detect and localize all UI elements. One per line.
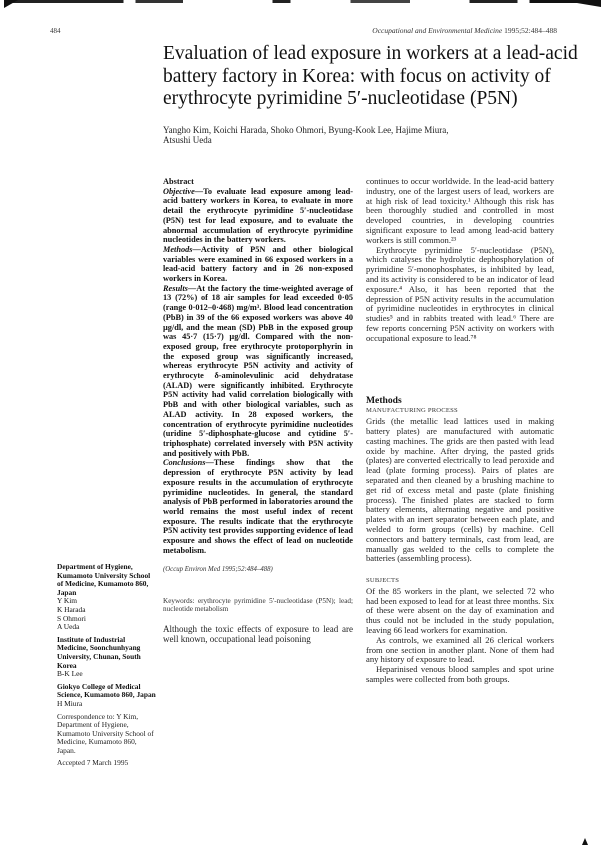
affiliation-author: A Ueda <box>57 622 80 632</box>
affiliation-author: K Harada <box>57 604 86 614</box>
abstract-label: Conclusions <box>163 458 206 468</box>
affiliation <box>57 636 157 679</box>
intro-paragraph-continued: continues to occur worldwide. In the lead-acid battery industry, one of the largest users of lead, workers are at high risk of lead toxicity.¹ Although this risk has been thoroughly studied and controlled in most developed countries, in developing countries significant exposure to lead among lead-acid battery workers is still common.²³ <box>366 176 554 245</box>
affiliations-column <box>57 563 157 768</box>
subjects-paragraph: Heparinised venous blood samples and spot urine samples were collected from both groups. <box>366 664 554 685</box>
intro-paragraph: Although the toxic effects of exposure to lead are well known, occupational lead poisoning <box>163 623 353 645</box>
correspondence-address: Correspondence to: Y Kim, Department of Hygiene, Kumamoto University School of Medicine, Kumamoto 860, Japan. <box>57 711 154 755</box>
page-number: 484 <box>50 27 61 35</box>
abstract-heading: Abstract <box>163 177 194 186</box>
keywords: Keywords: erythrocyte pyrimidine 5′-nucleotidase (P5N); lead; nucleotide metabolism <box>163 597 353 614</box>
section-heading-methods: Methods <box>366 394 402 406</box>
abstract-methods: Methods—Activity of P5N and other biological variables were examined in 66 exposed workers in a lead-acid battery factory and in 26 non-exposed workers in Korea. <box>163 244 353 284</box>
abstract-conclusions: Conclusions—These findings show that the depression of erythrocyte P5N activity by lead exposure results in the accumulation of erythrocyte pyrimidine nucleotides. In general, the standard analysis of PbB performed in laboratories around the world remains the most useful index of recent exposure. The results indicate that the erythrocyte P5N activity test provides supporting evidence of lead exposure and shows the effect of lead on nucleotide metabolism. <box>163 458 353 555</box>
scan-edge-top <box>4 0 601 3</box>
journal-citation: 1995;52:484–488 <box>504 26 557 35</box>
affiliation-author: B-K Lee <box>57 669 83 679</box>
affiliation-author: S Ohmori <box>57 613 86 623</box>
affiliation-institution: Department of Hygiene, Kumamoto University School of Medicine, Kumamoto 860, Japan <box>57 562 151 597</box>
abstract-label: Methods <box>163 244 193 254</box>
body-column-right <box>366 177 554 685</box>
subsection-heading-subjects: SUBJECTS <box>366 577 400 585</box>
author-list: Yangho Kim, Koichi Harada, Shoko Ohmori, Byung-Kook Lee, Hajime Miura, Atsushi Ueda <box>163 125 449 145</box>
intro-paragraph: Erythrocyte pyrimidine 5′-nucleotidase (P5N), which catalyses the hydrolytic dephosphorylation of pyrimidine 5′-monophosphates, is inhibited by lead, and its activity is considered to be an indicator of lead exposure.⁴ Also, it has been reported that the depression of P5N activity results in the accumulation of pyrimidine nucleotides in erythrocytes in clinical studies⁵ and in rabbits treated with lead.⁶ There are few reports concerning P5N activity on workers with occupational exposure to lead.⁷⁸ <box>366 244 554 343</box>
affiliation-institution: Giokyo College of Medical Science, Kumamoto 860, Japan <box>57 681 156 700</box>
subjects-paragraph: Of the 85 workers in the plant, we selected 72 who had been exposed to lead for at least three months. Six of these were absent on the day of examination and thus could not be included in the study population, leaving 66 lead workers for examination. <box>366 585 554 636</box>
subjects-paragraph: As controls, we examined all 26 clerical workers from one section in another plant. None of them had any history of exposure to lead. <box>366 634 554 665</box>
journal-name: Occupational and Environmental Medicine <box>372 26 503 35</box>
affiliation <box>57 683 157 709</box>
accepted-date: Accepted 7 March 1995 <box>57 758 129 768</box>
affiliation <box>57 563 157 632</box>
affiliation-institution: Institute of Industrial Medicine, Soonchunhyang University, Chunan, South Korea <box>57 634 141 670</box>
abstract-column <box>163 177 353 645</box>
journal-header <box>372 26 557 35</box>
abstract-label: Results <box>163 283 188 293</box>
abstract-results: Results—At the factory the time-weighted average of 13 (72%) of 18 air samples for lead exceeded 0·05 (range 0·012–0·468) mg/m³. Blood lead concentration (PbB) in 39 of the 66 exposed workers was above 40 µg/dl, and the mean (SD) PbB in the exposed group was 45·7 (15·7) µg/dl. Compared with the non-exposed group, free erythrocyte protoporphyrin in the exposed group was significantly increased, whereas erythrocyte P5N activity and activity of erythrocyte δ-aminolevulinic acid dehydratase (ALAD) were significantly inhibited. Erythrocyte P5N activity had valid correlation biologically with PbB and with other biological variables, such as ALAD activity. In 28 exposed workers, the concentration of erythrocyte pyrimidine nucleotides (uridine 5′-diphosphate-glucose and cytidine 5′-triphosphate) correlated inversely with P5N activity and positively with PbB. <box>163 283 353 458</box>
scan-corner-mark <box>571 2 601 7</box>
scan-corner-mark <box>582 838 588 845</box>
article-title: Evaluation of lead exposure in workers at a lead-acid battery factory in Korea: with focus on activity of erythrocyte pyrimidine 5′-nucleotidase (P5N) <box>163 43 578 109</box>
affiliation-author: Y Kim <box>57 596 78 606</box>
abstract-objective: Objective—To evaluate lead exposure among lead-acid battery workers in Korea, to evaluate in more detail the erythrocyte pyrimidine 5′-nucleotidase (P5N) test for lead exposure, and to evaluate the abnormal accumulation of erythrocyte pyrimidine nucleotides in the battery workers. <box>163 186 353 245</box>
affiliation-author: H Miura <box>57 698 83 708</box>
scan-corner-mark <box>4 0 18 8</box>
manufacturing-paragraph: Grids (the metallic lead lattices used in making battery plates) are manufactured with automatic casting machines. The grids are then pasted with lead oxide by machine. After drying, the pasted grids (plates) are converted electrically to lead peroxide and lead (plate forming process). Pairs of plates are separated and then cleaned by a brushing machine to get rid of excess metal and paste (plate finishing process). The finished plates are stacked to form battery elements, alternating negative and positive plates with an inert separator between each plate, and welded to form groups (cells) by machine. Cell connectors and battery terminals, cast from lead, are manually gas welded to the cells to complete the batteries (assembling process). <box>366 416 554 564</box>
abstract-citation: (Occup Environ Med 1995;52:484–488) <box>163 566 273 574</box>
abstract-label: Objective <box>163 186 195 196</box>
subsection-heading-manufacturing: MANUFACTURING PROCESS <box>366 407 458 415</box>
